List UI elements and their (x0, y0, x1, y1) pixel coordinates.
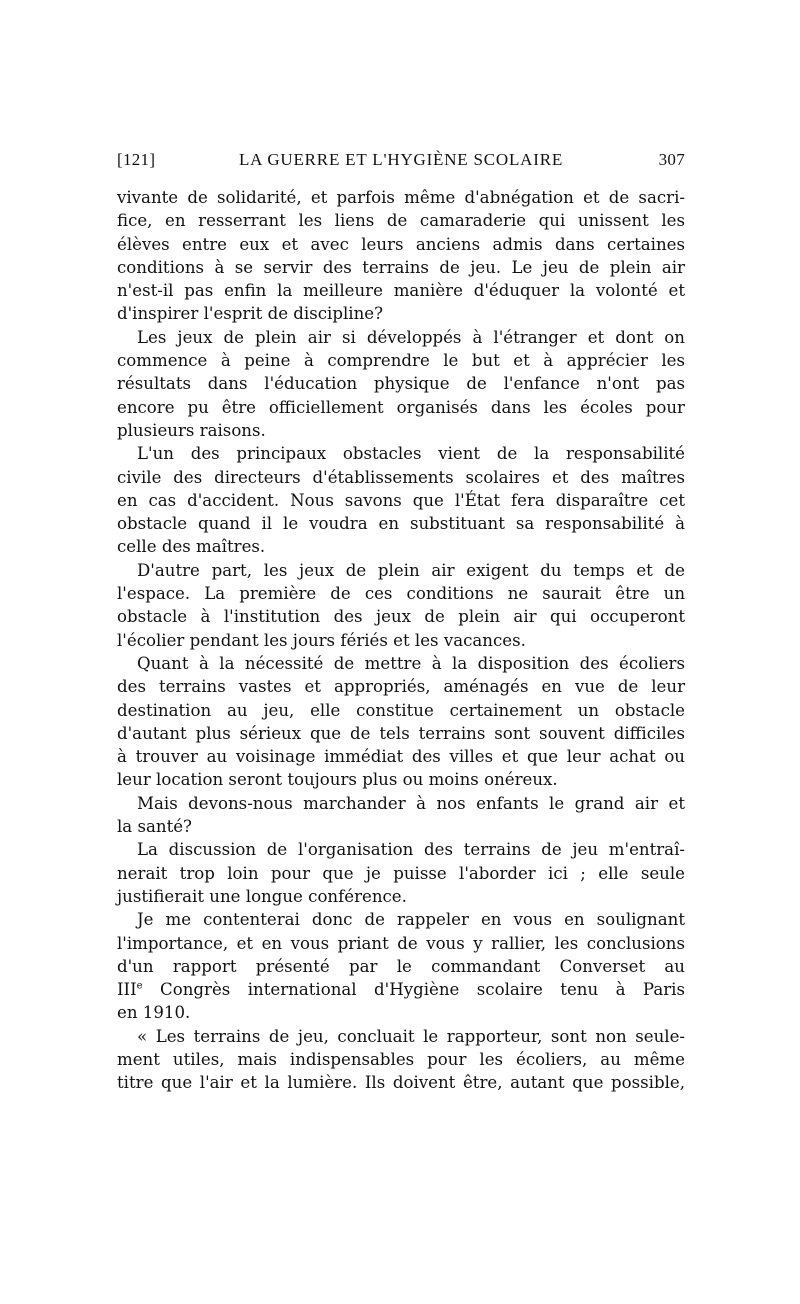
paragraph-9 (117, 1025, 685, 1095)
text-line: fice, en resserrant les liens de camaraderie qui unissent les (117, 211, 685, 231)
running-header (117, 150, 685, 174)
text-line: résultats dans l'éducation physique de l'enfance n'ont pas (117, 374, 685, 394)
text-line: la santé? (117, 817, 192, 837)
text-line: n'est-il pas enfin la meilleure manière d'éduquer la volonté et (117, 281, 685, 301)
text-line: d'autant plus sérieux que de tels terrains sont souvent difficiles (117, 723, 685, 743)
text-line: conditions à se servir des terrains de jeu. Le jeu de plein air (117, 257, 685, 277)
text-line: Les jeux de plein air si développés à l'étranger et dont on (137, 327, 685, 347)
text-line: Quant à la nécessité de mettre à la disposition des écoliers (137, 653, 685, 673)
text-line: d'inspirer l'esprit de discipline? (117, 304, 383, 324)
text-line: La discussion de l'organisation des terrains de jeu m'entraî- (137, 840, 685, 860)
body-text (117, 186, 685, 1095)
text-line: vivante de solidarité, et parfois même d'abnégation et de sacri- (117, 188, 685, 207)
text-line: d'un rapport présenté par le commandant Converset au (117, 956, 685, 976)
roman-numeral: III (117, 980, 137, 1000)
text-line: encore pu être officiellement organisés dans les écoles pour (117, 397, 685, 417)
paragraph-8 (117, 908, 685, 1024)
text-line: civile des directeurs d'établissements scolaires et des maîtres (117, 467, 685, 487)
text-line: obstacle à l'institution des jeux de plein air qui occuperont (117, 607, 685, 627)
text-line: plusieurs raisons. (117, 420, 266, 440)
text-line: « Les terrains de jeu, concluait le rapporteur, sont non seule- (137, 1026, 685, 1046)
text-line: à trouver au voisinage immédiat des villes et que leur achat ou (117, 747, 685, 767)
paragraph-6 (117, 792, 685, 839)
text-line: D'autre part, les jeux de plein air exigent du temps et de (137, 560, 685, 580)
text-line: des terrains vastes et appropriés, aménagés en vue de leur (117, 677, 685, 697)
page-number: 307 (658, 150, 685, 169)
text-line: obstacle quand il le voudra en substituant sa responsabilité à (117, 514, 685, 534)
ordinal-superscript: e (136, 980, 143, 992)
text-line: nerait trop loin pour que je puisse l'aborder ici ; elle seule (117, 863, 685, 883)
paragraph-3 (117, 442, 685, 558)
text-line: celle des maîtres. (117, 537, 266, 557)
folio-number: [121] (117, 150, 156, 169)
line-continuation: Congrès international d'Hygiène scolaire tenu à Paris (142, 980, 685, 1000)
text-line: L'un des principaux obstacles vient de la responsabilité (137, 444, 685, 464)
text-line: ment utiles, mais indispensables pour les écoliers, au même (117, 1049, 685, 1069)
text-line: Je me contenterai donc de rappeler en vous en soulignant (137, 910, 685, 930)
running-title: LA GUERRE ET L'HYGIÈNE SCOLAIRE (238, 150, 564, 169)
text-line: leur location seront toujours plus ou moins onéreux. (117, 770, 558, 790)
text-line-congress (117, 978, 685, 1001)
text-line: l'espace. La première de ces conditions ne saurait être un (117, 584, 685, 604)
text-line: élèves entre eux et avec leurs anciens admis dans certaines (117, 234, 685, 254)
text-line: Mais devons-nous marchander à nos enfants le grand air et (137, 793, 685, 813)
text-line: destination au jeu, elle constitue certainement un obstacle (117, 700, 685, 720)
text-line: en 1910. (117, 1003, 191, 1023)
text-line: commence à peine à comprendre le but et à apprécier les (117, 351, 685, 371)
paragraph-2 (117, 326, 685, 442)
text-line: justifierait une longue conférence. (117, 886, 407, 906)
paragraph-5 (117, 652, 685, 792)
text-line: l'écolier pendant les jours fériés et les vacances. (117, 630, 526, 650)
text-line: en cas d'accident. Nous savons que l'État fera disparaître cet (117, 490, 685, 510)
text-line: l'importance, et en vous priant de vous y rallier, les conclusions (117, 933, 685, 953)
paragraph-4 (117, 559, 685, 652)
paragraph-7 (117, 838, 685, 908)
text-line: titre que l'air et la lumière. Ils doivent être, autant que possible, (117, 1073, 685, 1093)
paragraph-1 (117, 186, 685, 326)
